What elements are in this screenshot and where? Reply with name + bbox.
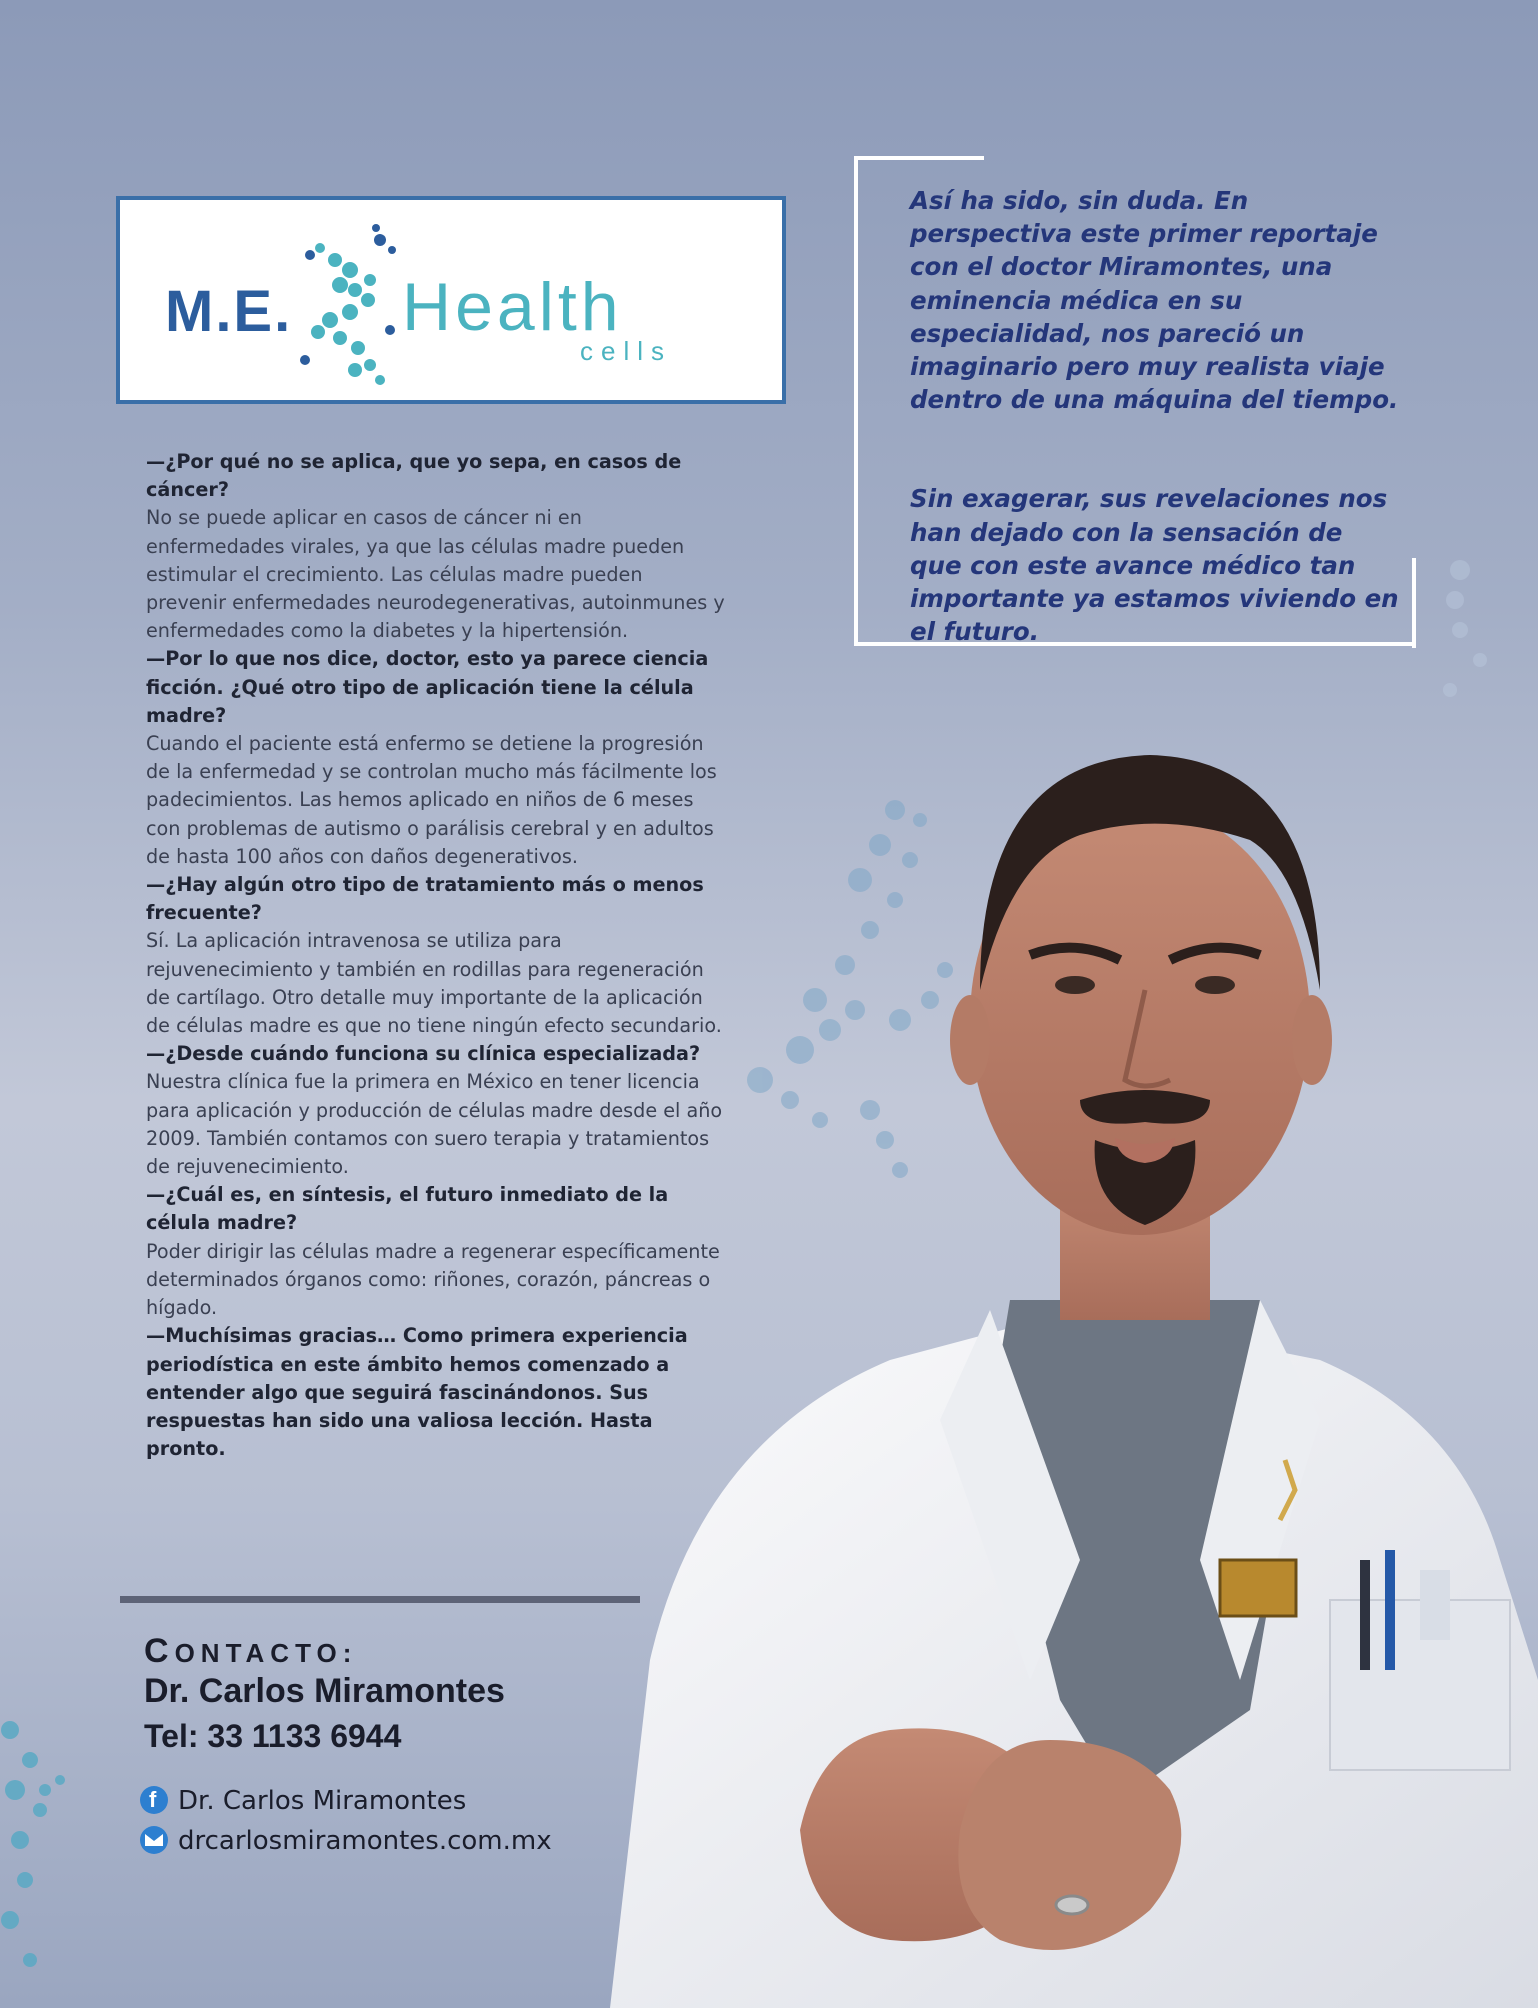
answer-3: Sí. La aplicación intravenosa se utiliza para rejuvenecimiento y también en rodillas para regeneración de cartílago. Otro detalle muy importante de la aplicación de células madre es que no tiene ningún efecto secundario. [146,929,722,1038]
question-3: —¿Hay algún otro tipo de tratamiento más o menos frecuente? [146,873,704,925]
question-2: —Por lo que nos dice, doctor, esto ya parece ciencia ficción. ¿Qué otro tipo de aplicación tiene la célula madre? [146,647,709,727]
dna-icon [280,220,420,400]
pull-quote-paragraph-2: Sin exagerar, sus revelaciones nos han dejado con la sensación de que con este avance médico tan importante ya estamos viviendo en el futuro. [910,484,1399,647]
facebook-label: Dr. Carlos Miramontes [178,1786,467,1816]
question-5: —¿Cuál es, en síntesis, el futuro inmediato de la célula madre? [146,1183,669,1235]
logo-brand-sub: cells [580,336,673,366]
doctor-photo [560,660,1538,2008]
quote-frame-top [854,156,984,160]
contact-heading-rest: ONTACTO: [174,1638,358,1668]
section-divider [120,1596,640,1603]
closing-remark: —Muchísimas gracias… Como primera experiencia periodística en este ámbito hemos comenzado a entender algo que seguirá fascinándonos. Sus respuestas han sido una valiosa lección. Hasta pronto. [146,1324,688,1461]
answer-2: Cuando el paciente está enfermo se detiene la progresión de la enfermedad y se controlan mucho más fácilmente los padecimientos. Las hemos aplicado en niños de 6 meses con problemas de autismo o parálisis cerebral y en adultos de hasta 100 años con daños degenerativos. [146,732,717,868]
logo-brand-prefix: M.E. [165,279,293,344]
quote-frame-right [1412,558,1416,648]
website-label: drcarlosmiramontes.com.mx [178,1826,552,1856]
website-link[interactable] [140,1826,552,1856]
pull-quote [910,184,1400,714]
email-icon [140,1826,168,1854]
pull-quote-paragraph-1: Así ha sido, sin duda. En perspectiva este primer reportaje con el doctor Miramontes, una eminencia médica en su especialidad, nos pareció un imaginario pero muy realista viaje dentro de una máquina del tiempo. [910,186,1399,415]
contact-heading [144,1632,357,1671]
logo-brand-main: Health [402,269,623,345]
contact-name: Dr. Carlos Miramontes [144,1672,505,1710]
contact-phone[interactable]: Tel: 33 1133 6944 [144,1718,402,1754]
answer-4: Nuestra clínica fue la primera en México en tener licencia para aplicación y producción de células madre desde el año 2009. También contamos con suero terapia y tratamientos de rejuvenecimiento. [146,1070,723,1179]
answer-1: No se puede aplicar en casos de cáncer ni en enfermedades virales, ya que las células madre pueden estimular el crecimiento. Las células madre pueden prevenir enfermedades neurodegenerativas, autoinmunes y enfermedades como la diabetes y la hipertensión. [146,506,725,643]
facebook-icon: f [140,1786,168,1814]
answer-5: Poder dirigir las células madre a regenerar específicamente determinados órganos como: riñones, corazón, páncreas o hígado. [146,1239,720,1320]
facebook-link[interactable] [140,1786,466,1816]
question-4: —¿Desde cuándo funciona su clínica especializada? [146,1042,701,1066]
logo-box [116,196,786,404]
contact-heading-initial: C [144,1632,175,1670]
question-1: —¿Por qué no se aplica, que yo sepa, en casos de cáncer? [146,450,682,502]
dna-dots-corner [1,1721,65,1967]
